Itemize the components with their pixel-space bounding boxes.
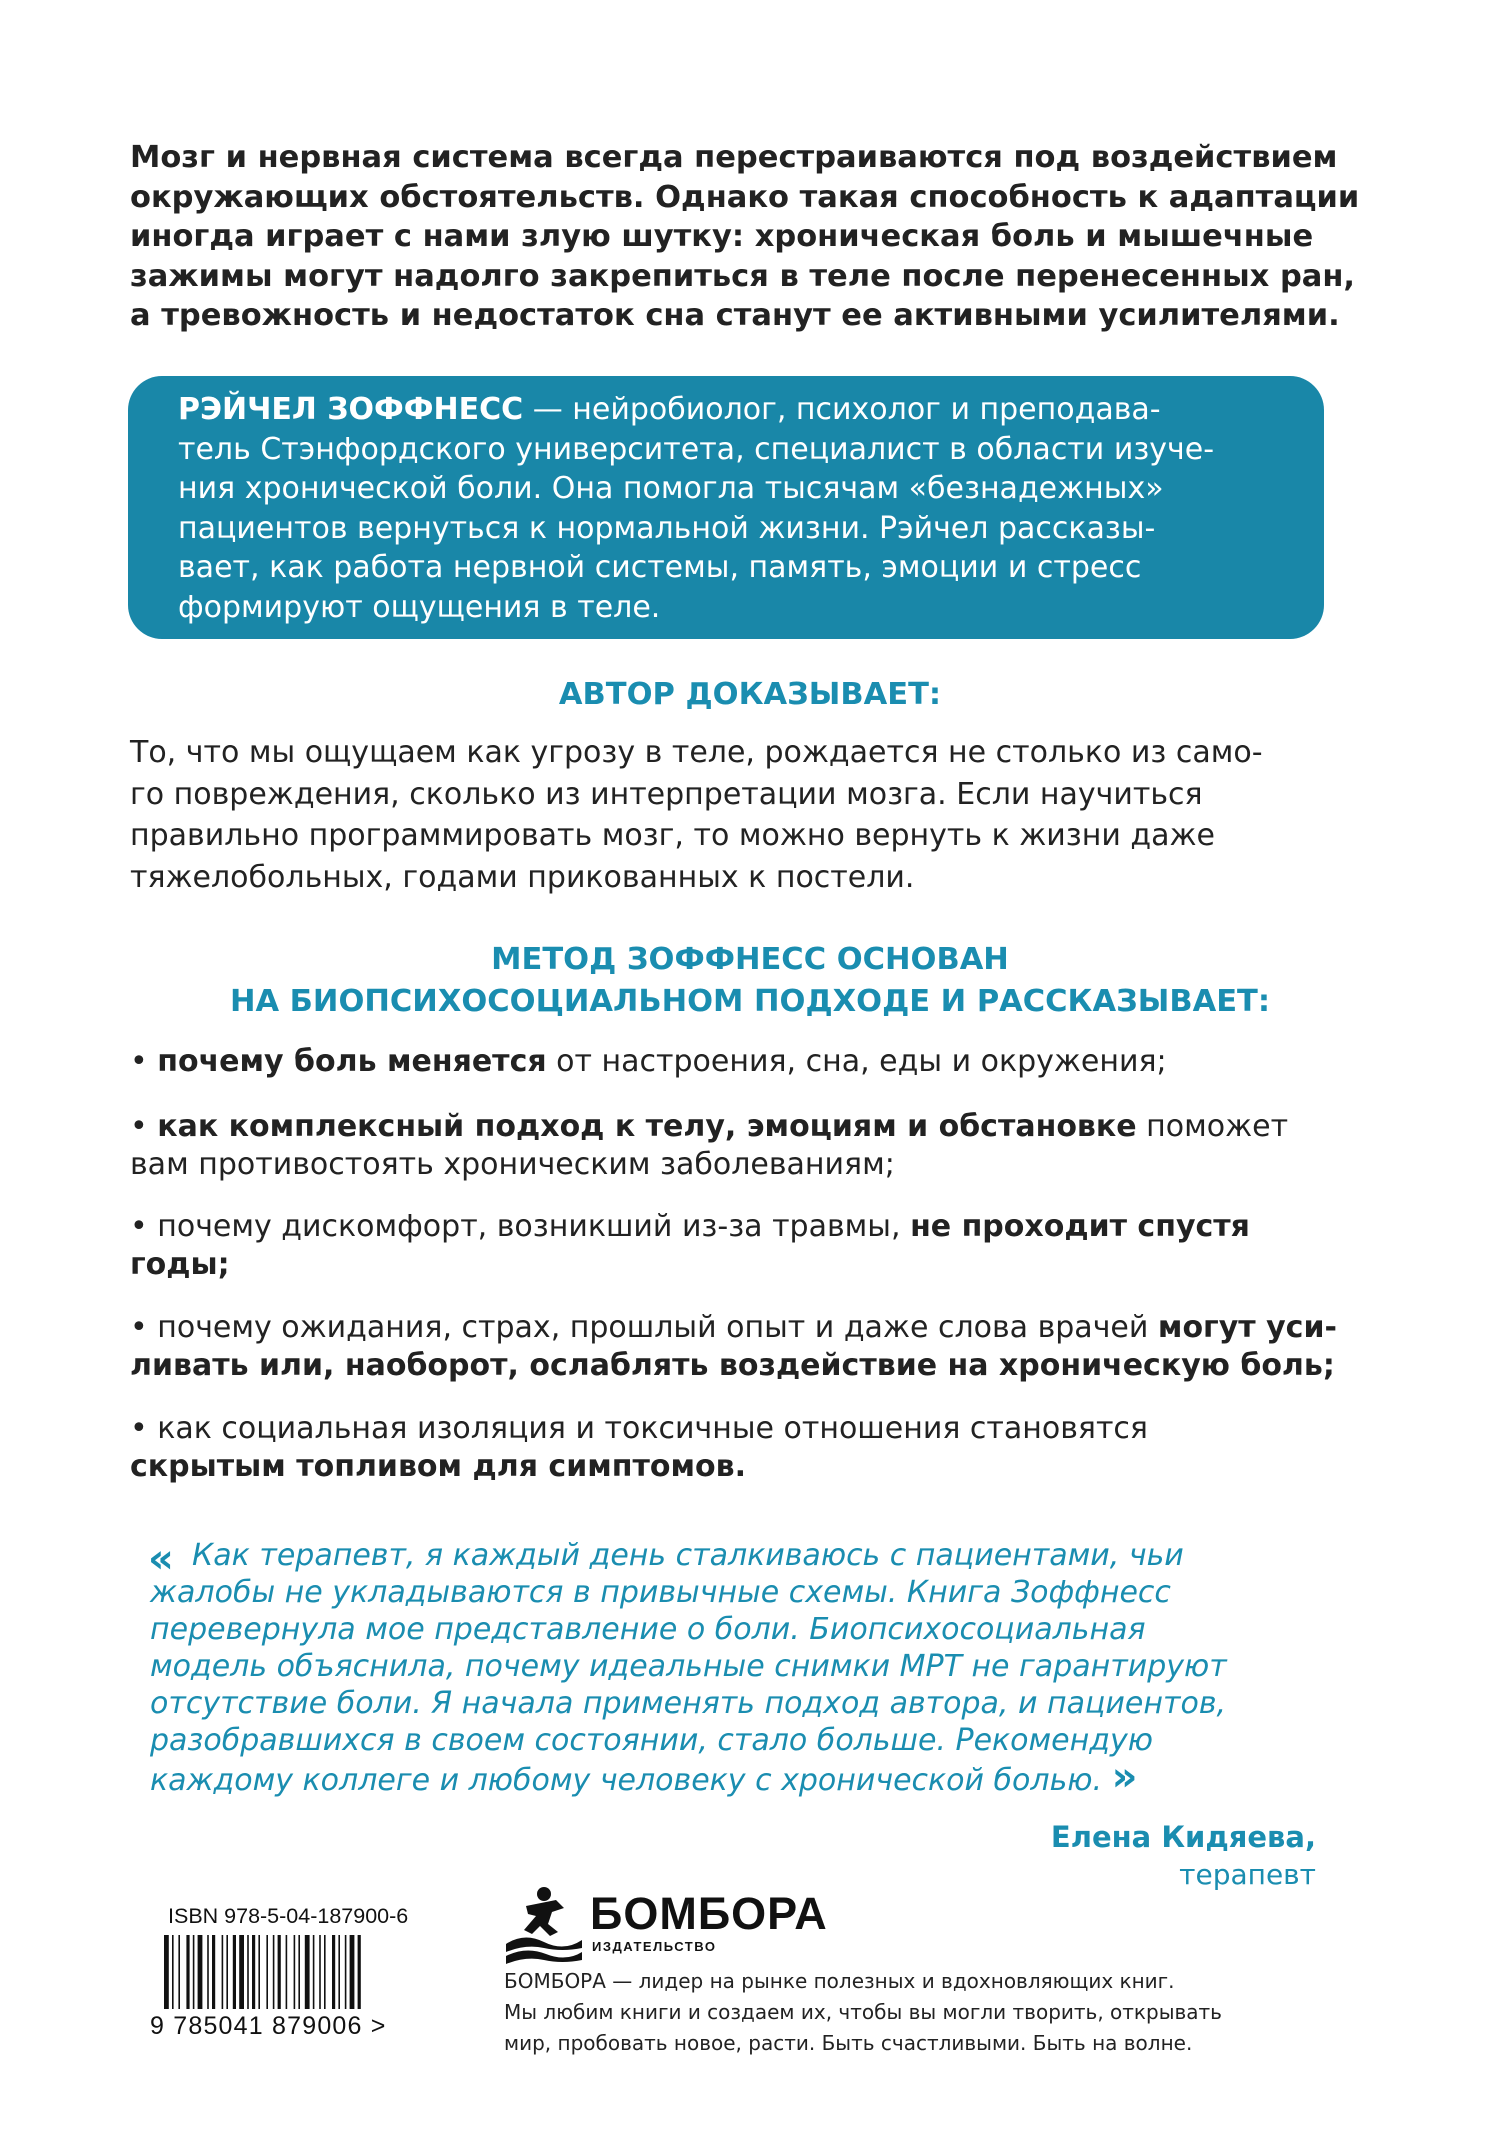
bullet-text: вам противостоять хроническим заболеваниям; (130, 1147, 895, 1182)
publisher-line: БОМБОРА — лидер на рынке полезных и вдохновляющих книг. (504, 1969, 1175, 1993)
proves-line: тяжелобольных, годами прикованных к постели. (130, 859, 915, 895)
bullet-item (130, 1043, 1380, 1081)
proves-line: То, что мы ощущаем как угрозу в теле, рождается не столько из само- (130, 735, 1263, 770)
quote-line: перевернула мое представление о боли. Биопсихосоциальная (150, 1612, 1146, 1647)
intro-line: зажимы могут надолго закрепиться в теле после перенесенных ран, (130, 258, 1356, 294)
author-line: формируют ощущения в теле. (178, 589, 661, 625)
bullet-item (130, 1309, 1380, 1385)
bullet-bold: как комплексный подход к телу, эмоциям и обстановке (157, 1109, 1137, 1144)
author-info-box (128, 376, 1324, 639)
bullet-text: • почему ожидания, страх, прошлый опыт и даже слова врачей (130, 1310, 1158, 1345)
bullet-bold: почему боль меняется (157, 1044, 547, 1079)
publisher-line: мир, пробовать новое, расти. Быть счастливыми. Быть на волне. (504, 2031, 1193, 2055)
bullet-item (130, 1208, 1380, 1284)
author-line: ния хронической боли. Она помогла тысячам «безнадежных» (178, 471, 1164, 506)
surfer-wave-icon (504, 1886, 584, 1964)
heading-method (0, 939, 1500, 1023)
bullet-item (130, 1410, 1380, 1486)
intro-paragraph (130, 138, 1370, 336)
intro-line: а тревожность и недостаток сна станут ее активными усилителями. (130, 298, 1340, 333)
bullet-marker: • (130, 1109, 158, 1144)
proves-line: правильно программировать мозг, то можно вернуть к жизни даже (130, 818, 1215, 853)
quote-line: Как терапевт, я каждый день сталкиваюсь с пациентами, чьи (192, 1538, 1184, 1573)
isbn-label: ISBN 978-5-04-187900-6 (168, 1904, 409, 1928)
bullet-text: • почему дискомфорт, возникший из-за травмы, (130, 1209, 911, 1244)
quote-line: разобравшихся в своем состоянии, стало больше. Рекомендую (150, 1723, 1153, 1758)
proves-paragraph (130, 732, 1380, 898)
publisher-line: Мы любим книги и создаем их, чтобы вы могли творить, открывать (504, 2000, 1222, 2024)
intro-line: иногда играет с нами злую шутку: хроническая боль и мышечные (130, 219, 1314, 254)
bullet-bold: скрытым топливом для симптомов. (130, 1449, 746, 1484)
bullet-bold: не проходит спустя (910, 1209, 1250, 1244)
bullet-item (130, 1108, 1380, 1184)
publisher-brand: БОМБОРА (590, 1888, 828, 1939)
quote-author: Елена Кидяева, (1050, 1820, 1316, 1854)
quote-line: отсутствие боли. Я начала применять подход автора, и пациентов, (150, 1686, 1227, 1721)
quote-author-role: терапевт (1179, 1858, 1316, 1891)
author-line: пациентов вернуться к нормальной жизни. Рэйчел рассказы- (178, 510, 1156, 546)
publisher-description (504, 1966, 1264, 2059)
quote-line: жалобы не укладываются в привычные схемы. Книга Зоффнесс (150, 1575, 1171, 1610)
barcode-icon (160, 1935, 450, 2015)
intro-line: Мозг и нервная система всегда перестраиваются под воздействием (130, 140, 1338, 175)
author-name: РЭЙЧЕЛ ЗОФФНЕСС (178, 392, 524, 427)
barcode-digits: 9 785041 879006 > (150, 2012, 387, 2040)
publisher-sub: ИЗДАТЕЛЬСТВО (592, 1939, 717, 1954)
bullet-bold: могут уси- (1157, 1310, 1337, 1345)
bullet-text: от настроения, сна, еды и окружения; (546, 1044, 1167, 1079)
bullet-marker: • (130, 1044, 158, 1079)
testimonial-quote (150, 1537, 1370, 1799)
quote-close-mark: » (1111, 1754, 1138, 1800)
quote-line: каждому коллеге и любому человеку с хронической болью. (150, 1763, 1103, 1798)
heading-method-line: НА БИОПСИХОСОЦИАЛЬНОМ ПОДХОДЕ И РАССКАЗЫВАЕТ: (229, 984, 1271, 1019)
author-line: тель Стэнфордского университета, специалист в области изуче- (178, 431, 1215, 467)
heading-method-line: МЕТОД ЗОФФНЕСС ОСНОВАН (491, 942, 1009, 977)
quote-line: модель объяснила, почему идеальные снимки МРТ не гарантируют (150, 1649, 1227, 1684)
bullet-text: • как социальная изоляция и токсичные отношения становятся (130, 1411, 1148, 1446)
proves-line: го повреждения, сколько из интерпретации мозга. Если научиться (130, 776, 1203, 812)
intro-line: окружающих обстоятельств. Однако такая способность к адаптации (130, 179, 1360, 215)
heading-author-proves: АВТОР ДОКАЗЫВАЕТ: (558, 677, 942, 712)
author-line: — нейробиолог, психолог и преподава- (523, 392, 1161, 427)
author-line: вает, как работа нервной системы, память, эмоции и стресс (178, 550, 1142, 585)
bullet-bold: ливать или, наоборот, ослаблять воздействие на хроническую боль; (130, 1348, 1335, 1383)
bullet-bold: годы; (130, 1247, 230, 1282)
quote-open-mark: « (148, 1536, 174, 1582)
bullet-text: поможет (1136, 1109, 1289, 1144)
